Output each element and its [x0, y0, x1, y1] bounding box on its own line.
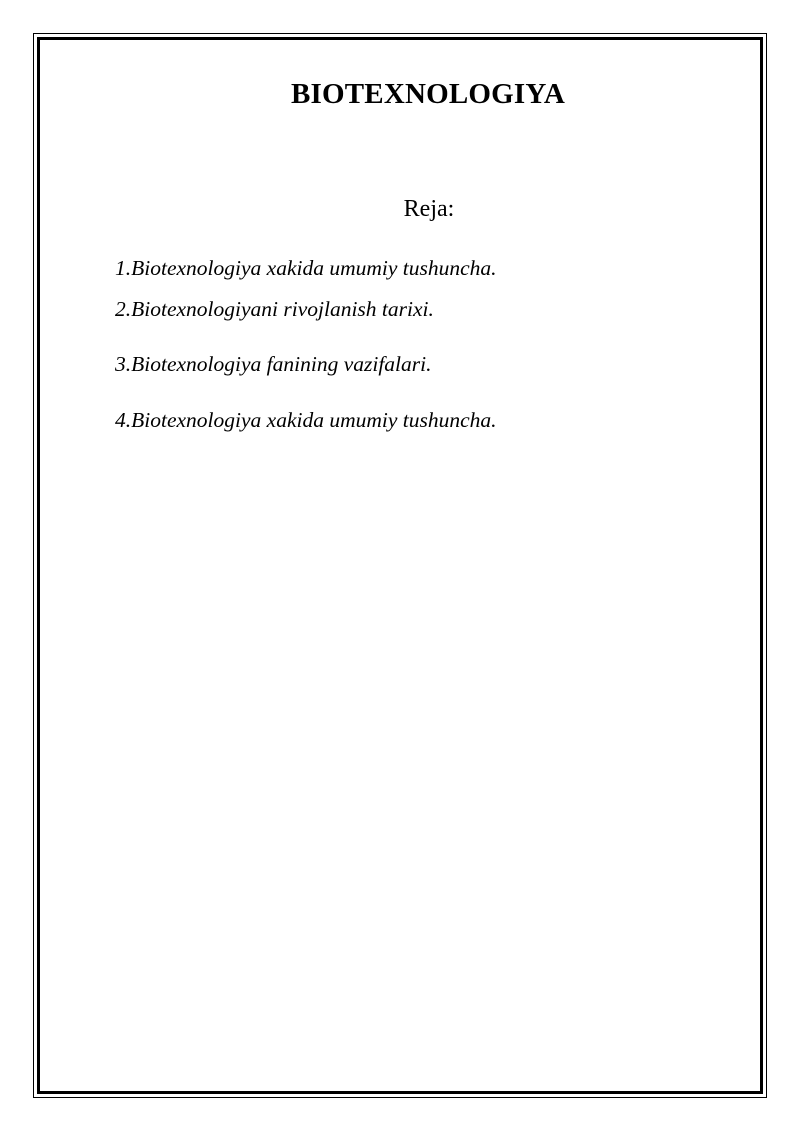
document-title: BIOTEXNOLOGIYA	[290, 78, 566, 110]
plan-heading: Reja:	[403, 196, 455, 222]
plan-item: 1.Biotexnologiya xakida umumiy tushuncha.	[115, 256, 497, 280]
plan-item: 3.Biotexnologiya fanining vazifalari.	[115, 352, 432, 376]
plan-item: 2.Biotexnologiyani rivojlanish tarixi.	[115, 297, 434, 321]
page-border	[33, 33, 767, 1098]
plan-item: 4.Biotexnologiya xakida umumiy tushuncha.	[115, 408, 497, 432]
